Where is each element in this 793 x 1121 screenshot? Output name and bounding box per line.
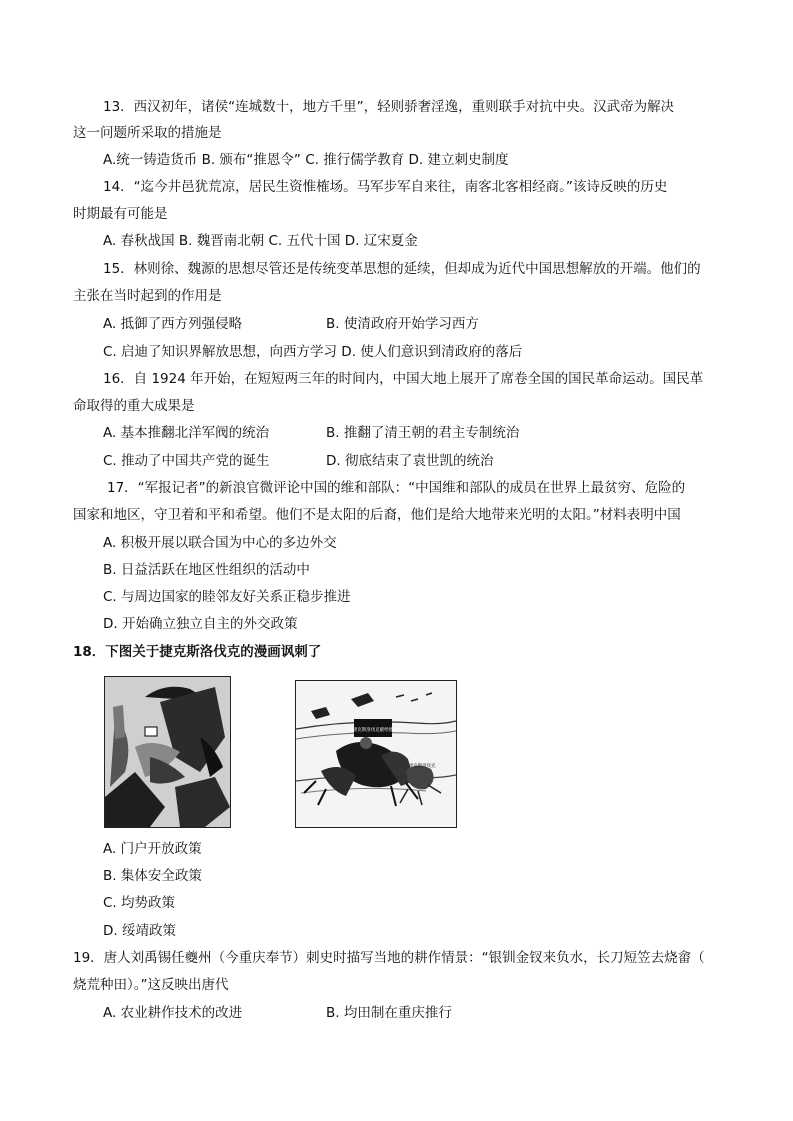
q15-stem-line1: 15．林则徐、魏源的思想尽管还是传统变革思想的延续，但却成为近代中国思想解放的开端。他们的 [103,261,701,277]
q18-option-c: C. 均势政策 [103,895,176,911]
q18-option-a: A. 门户开放政策 [103,841,202,857]
cartoon-sign-text: 把捷克斯洛伐克献给德国 [348,728,398,733]
q17-option-c: C. 与周边国家的睦邻友好关系正稳步推进 [103,589,351,605]
q13-stem-line1: 13．西汉初年，诸侯“连城数十，地方千里”，轻则骄奢淫逸，重则联手对抗中央。汉武帝为解决 [103,99,675,115]
q16-option-a: A. 基本推翻北洋军阀的统治 [103,425,270,441]
q14-stem-line2: 时期最有可能是 [73,206,168,222]
q18-option-d: D. 绥靖政策 [103,923,176,939]
q16-option-d: D. 彻底结束了袁世凯的统治 [326,453,494,469]
q18-option-b: B. 集体安全政策 [103,868,202,884]
q19-option-b: B. 均田制在重庆推行 [326,1005,452,1021]
q18-stem: 18．下图关于捷克斯洛伐克的漫画讽刺了 [73,644,322,660]
q19-stem-line2: 烧荒种田）。”这反映出唐代 [73,977,229,993]
q15-option-a: A. 抵御了西方列强侵略 [103,316,243,332]
q19-stem-line1: 19．唐人刘禹锡任夔州（今重庆奉节）刺史时描写当地的耕作情景：“银钏金钗来负水，长刀短笠去烧畲（ [73,950,705,966]
q17-option-d: D. 开始确立独立自主的外交政策 [103,616,298,632]
q13-options: A.统一铸造货币 B. 颁布“推恩令” C. 推行儒学教育 D. 建立刺史制度 [103,152,509,168]
cartoon-left-drawing [105,677,230,827]
q17-stem-line1: 17．“军报记者”的新浪官微评论中国的维和部队：“中国维和部队的成员在世界上最贫穷、危险的 [107,480,686,496]
q14-stem-line1: 14．“迄今井邑犹荒凉，居民生资惟榷场。马军步军自来往，南客北客相经商。”该诗反映的历史 [103,179,668,195]
q13-stem-line2: 这一问题所采取的措施是 [73,125,222,141]
cartoon-label-text: 捷克斯洛伐克 [408,764,436,769]
q16-stem-line1: 16．自 1924 年开始，在短短两三年的时间内，中国大地上展开了席卷全国的国民革命运动。国民革 [103,371,704,387]
cartoon-image-left [104,676,231,828]
cartoon-image-right [295,680,457,828]
q19-option-a: A. 农业耕作技术的改进 [103,1005,243,1021]
q17-option-b: B. 日益活跃在地区性组织的活动中 [103,562,310,578]
q15-stem-line2: 主张在当时起到的作用是 [73,288,222,304]
q16-option-b: B. 推翻了清王朝的君主专制统治 [326,425,520,441]
q15-option-b: B. 使清政府开始学习西方 [326,316,479,332]
q14-options: A. 春秋战国 B. 魏晋南北朝 C. 五代十国 D. 辽宋夏金 [103,233,418,249]
q15-options-cd: C. 启迪了知识界解放思想，向西方学习 D. 使人们意识到清政府的落后 [103,344,523,360]
q17-option-a: A. 积极开展以联合国为中心的多边外交 [103,535,337,551]
q16-option-c: C. 推动了中国共产党的诞生 [103,453,270,469]
cartoon-right-drawing [296,681,456,827]
q16-stem-line2: 命取得的重大成果是 [73,398,195,414]
q17-stem-line2: 国家和地区，守卫着和平和希望。他们不是太阳的后裔，他们是给大地带来光明的太阳。”材料表明中国 [73,507,681,523]
